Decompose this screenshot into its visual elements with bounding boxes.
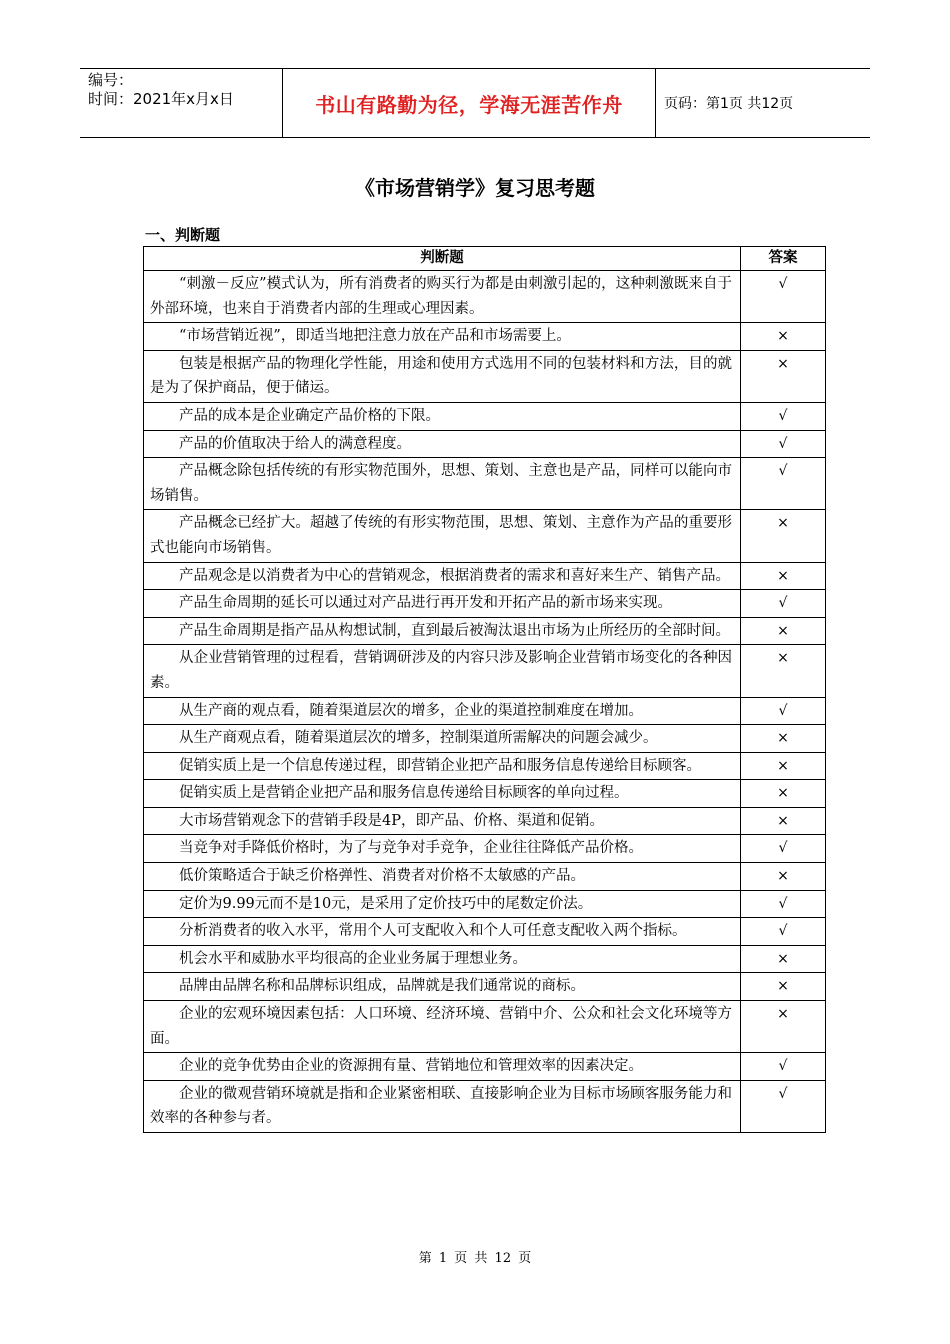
page-header xyxy=(80,68,870,138)
question-text: 包装是根据产品的物理化学性能，用途和使用方式选用不同的包装材料和方法，目的就是为了保护商品，便于储运。 xyxy=(144,350,741,402)
question-text: 促销实质上是营销企业把产品和服务信息传递给目标顾客的单向过程。 xyxy=(144,780,741,808)
table-header-row xyxy=(144,247,826,271)
answer-mark: × xyxy=(741,1001,826,1053)
answer-column-header: 答案 xyxy=(741,247,826,271)
question-text: 从企业营销管理的过程看，营销调研涉及的内容只涉及影响企业营销市场变化的各种因素。 xyxy=(144,645,741,697)
motto-text: 书山有路勤为径，学海无涯苦作舟 xyxy=(315,92,623,117)
document-title: 《市场营销学》复习思考题 xyxy=(355,176,595,200)
table-row xyxy=(144,323,826,351)
question-text: 企业的微观营销环境就是指和企业紧密相联、直接影响企业为目标市场顾客服务能力和效率的各种参与者。 xyxy=(144,1080,741,1132)
table-row xyxy=(144,645,826,697)
table-row xyxy=(144,562,826,590)
answer-mark: × xyxy=(741,323,826,351)
header-page-info xyxy=(654,69,870,137)
time-label: 时间：2021年x月x日 xyxy=(88,90,234,108)
question-text: 从生产商观点看，随着渠道层次的增多，控制渠道所需解决的问题会减少。 xyxy=(144,725,741,753)
question-text: 产品生命周期是指产品从构想试制，直到最后被淘汰退出市场为止所经历的全部时间。 xyxy=(144,617,741,645)
table-row xyxy=(144,590,826,618)
table-row xyxy=(144,1080,826,1132)
page-footer: 第 1 页 共 12 页 xyxy=(418,1251,532,1266)
table-row xyxy=(144,350,826,402)
answer-mark: √ xyxy=(741,890,826,918)
answer-mark: √ xyxy=(741,1080,826,1132)
answer-mark: √ xyxy=(741,271,826,323)
table-row xyxy=(144,697,826,725)
page-info-text: 页码：第1页 共12页 xyxy=(664,96,794,112)
table-row xyxy=(144,973,826,1001)
question-column-header: 判断题 xyxy=(144,247,741,271)
table-row xyxy=(144,945,826,973)
table-row xyxy=(144,725,826,753)
table-row xyxy=(144,890,826,918)
answer-mark: × xyxy=(741,725,826,753)
answer-mark: × xyxy=(741,350,826,402)
question-text: “市场营销近视”，即适当地把注意力放在产品和市场需要上。 xyxy=(144,323,741,351)
answer-mark: × xyxy=(741,863,826,891)
table-row xyxy=(144,402,826,430)
header-motto-cell xyxy=(282,69,656,137)
table-body xyxy=(144,271,826,1133)
answer-mark: √ xyxy=(741,458,826,510)
true-false-table xyxy=(143,246,826,1133)
table-row xyxy=(144,510,826,562)
question-text: 企业的竞争优势由企业的资源拥有量、营销地位和管理效率的因素决定。 xyxy=(144,1053,741,1081)
table-row xyxy=(144,430,826,458)
answer-mark: × xyxy=(741,973,826,1001)
header-meta xyxy=(80,69,282,137)
question-text: 定价为9.99元而不是10元，是采用了定价技巧中的尾数定价法。 xyxy=(144,890,741,918)
question-text: “刺激－反应”模式认为，所有消费者的购买行为都是由刺激引起的，这种刺激既来自于外部环境，也来自于消费者内部的生理或心理因素。 xyxy=(144,271,741,323)
answer-mark: √ xyxy=(741,918,826,946)
answer-mark: × xyxy=(741,617,826,645)
answer-mark: √ xyxy=(741,1053,826,1081)
question-text: 产品生命周期的延长可以通过对产品进行再开发和开拓产品的新市场来实现。 xyxy=(144,590,741,618)
table-row xyxy=(144,271,826,323)
table-row xyxy=(144,458,826,510)
table-row xyxy=(144,780,826,808)
question-text: 产品观念是以消费者为中心的营销观念，根据消费者的需求和喜好来生产、销售产品。 xyxy=(144,562,741,590)
answer-mark: √ xyxy=(741,430,826,458)
question-text: 品牌由品牌名称和品牌标识组成，品牌就是我们通常说的商标。 xyxy=(144,973,741,1001)
answer-mark: × xyxy=(741,752,826,780)
question-text: 从生产商的观点看，随着渠道层次的增多，企业的渠道控制难度在增加。 xyxy=(144,697,741,725)
answer-mark: √ xyxy=(741,402,826,430)
answer-mark: × xyxy=(741,945,826,973)
section-title: 一、判断题 xyxy=(145,226,221,244)
question-text: 产品概念除包括传统的有形实物范围外，思想、策划、主意也是产品，同样可以能向市场销售。 xyxy=(144,458,741,510)
question-text: 机会水平和威胁水平均很高的企业业务属于理想业务。 xyxy=(144,945,741,973)
number-label: 编号： xyxy=(88,71,134,89)
question-text: 分析消费者的收入水平，常用个人可支配收入和个人可任意支配收入两个指标。 xyxy=(144,918,741,946)
table-row xyxy=(144,1001,826,1053)
question-text: 产品概念已经扩大。超越了传统的有形实物范围，思想、策划、主意作为产品的重要形式也能向市场销售。 xyxy=(144,510,741,562)
answer-mark: × xyxy=(741,780,826,808)
question-text: 企业的宏观环境因素包括：人口环境、经济环境、营销中介、公众和社会文化环境等方面。 xyxy=(144,1001,741,1053)
table-row xyxy=(144,807,826,835)
answer-mark: × xyxy=(741,562,826,590)
table-row xyxy=(144,1053,826,1081)
question-text: 产品的价值取决于给人的满意程度。 xyxy=(144,430,741,458)
table-row xyxy=(144,918,826,946)
answer-mark: √ xyxy=(741,835,826,863)
answer-mark: √ xyxy=(741,590,826,618)
answer-mark: × xyxy=(741,807,826,835)
question-text: 当竞争对手降低价格时，为了与竞争对手竞争，企业往往降低产品价格。 xyxy=(144,835,741,863)
question-text: 低价策略适合于缺乏价格弹性、消费者对价格不太敏感的产品。 xyxy=(144,863,741,891)
table-row xyxy=(144,863,826,891)
question-text: 产品的成本是企业确定产品价格的下限。 xyxy=(144,402,741,430)
table-row xyxy=(144,752,826,780)
table-row xyxy=(144,835,826,863)
question-text: 大市场营销观念下的营销手段是4P，即产品、价格、渠道和促销。 xyxy=(144,807,741,835)
table-row xyxy=(144,617,826,645)
answer-mark: × xyxy=(741,510,826,562)
answer-mark: × xyxy=(741,645,826,697)
question-text: 促销实质上是一个信息传递过程，即营销企业把产品和服务信息传递给目标顾客。 xyxy=(144,752,741,780)
answer-mark: √ xyxy=(741,697,826,725)
